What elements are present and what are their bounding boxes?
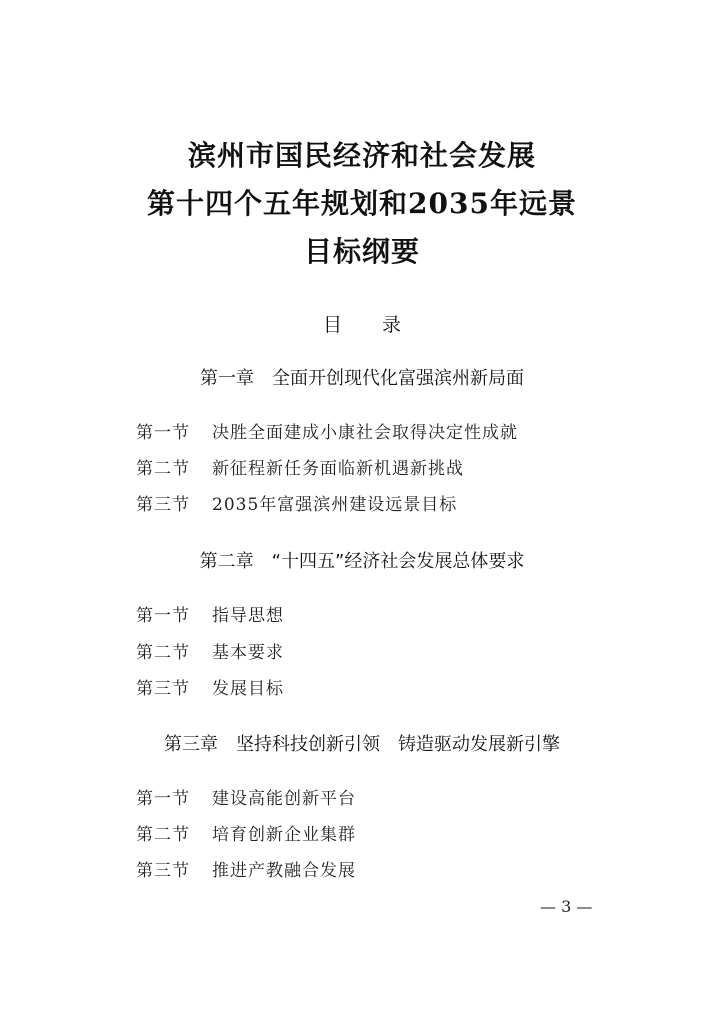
chapter-1-section-3[interactable]	[136, 493, 457, 517]
toc-heading	[0, 312, 724, 338]
section-number: 第二节	[136, 459, 190, 479]
section-title: 指导思想	[212, 606, 284, 626]
section-number: 第二节	[136, 643, 190, 663]
toc-heading-part-2: 录	[382, 314, 402, 336]
section-title: 发展目标	[212, 679, 284, 699]
chapter-number: 第二章	[199, 551, 254, 572]
chapter-3-heading[interactable]	[0, 732, 724, 758]
page-number: — 3 —	[540, 897, 593, 916]
chapter-3-section-3[interactable]	[136, 859, 356, 883]
chapter-1-section-1[interactable]	[136, 421, 518, 445]
chapter-1-heading[interactable]	[0, 366, 724, 392]
section-title: 推进产教融合发展	[212, 861, 356, 881]
section-title: 建设高能创新平台	[212, 789, 356, 809]
chapter-title: 全面开创现代化富强滨州新局面	[272, 368, 524, 389]
section-number: 第二节	[136, 825, 190, 845]
title-line-2: 第十四个五年规划和2035年远景	[147, 187, 577, 220]
section-number: 第一节	[136, 423, 190, 443]
chapter-2-section-2[interactable]	[136, 641, 284, 665]
section-title: 2035年富强滨州建设远景目标	[212, 495, 458, 515]
chapter-2-section-1[interactable]	[136, 604, 284, 628]
section-title: 基本要求	[212, 643, 284, 663]
chapter-number: 第三章	[164, 734, 218, 755]
chapter-2-heading[interactable]	[0, 549, 724, 575]
chapter-2-section-3[interactable]	[136, 677, 284, 701]
section-number: 第三节	[136, 861, 190, 881]
chapter-3-section-1[interactable]	[136, 787, 356, 811]
section-number: 第一节	[136, 606, 190, 626]
section-title: 新征程新任务面临新机遇新挑战	[212, 459, 464, 479]
chapter-number: 第一章	[200, 368, 254, 389]
section-number: 第三节	[136, 679, 190, 699]
section-number: 第一节	[136, 789, 190, 809]
chapter-title: 坚持科技创新引领 铸造驱动发展新引擎	[236, 734, 560, 755]
toc-heading-part-1: 目	[322, 314, 342, 336]
section-number: 第三节	[136, 495, 190, 515]
title-line-3: 目标纲要	[303, 235, 420, 268]
chapter-3-section-2[interactable]	[136, 823, 356, 847]
section-title: 培育创新企业集群	[212, 825, 356, 845]
section-title: 决胜全面建成小康社会取得决定性成就	[212, 423, 518, 443]
chapter-1-section-2[interactable]	[136, 457, 464, 481]
title-line-1: 滨州市国民经济和社会发展	[187, 139, 536, 172]
chapter-title: “十四五”经济社会发展总体要求	[271, 551, 525, 572]
